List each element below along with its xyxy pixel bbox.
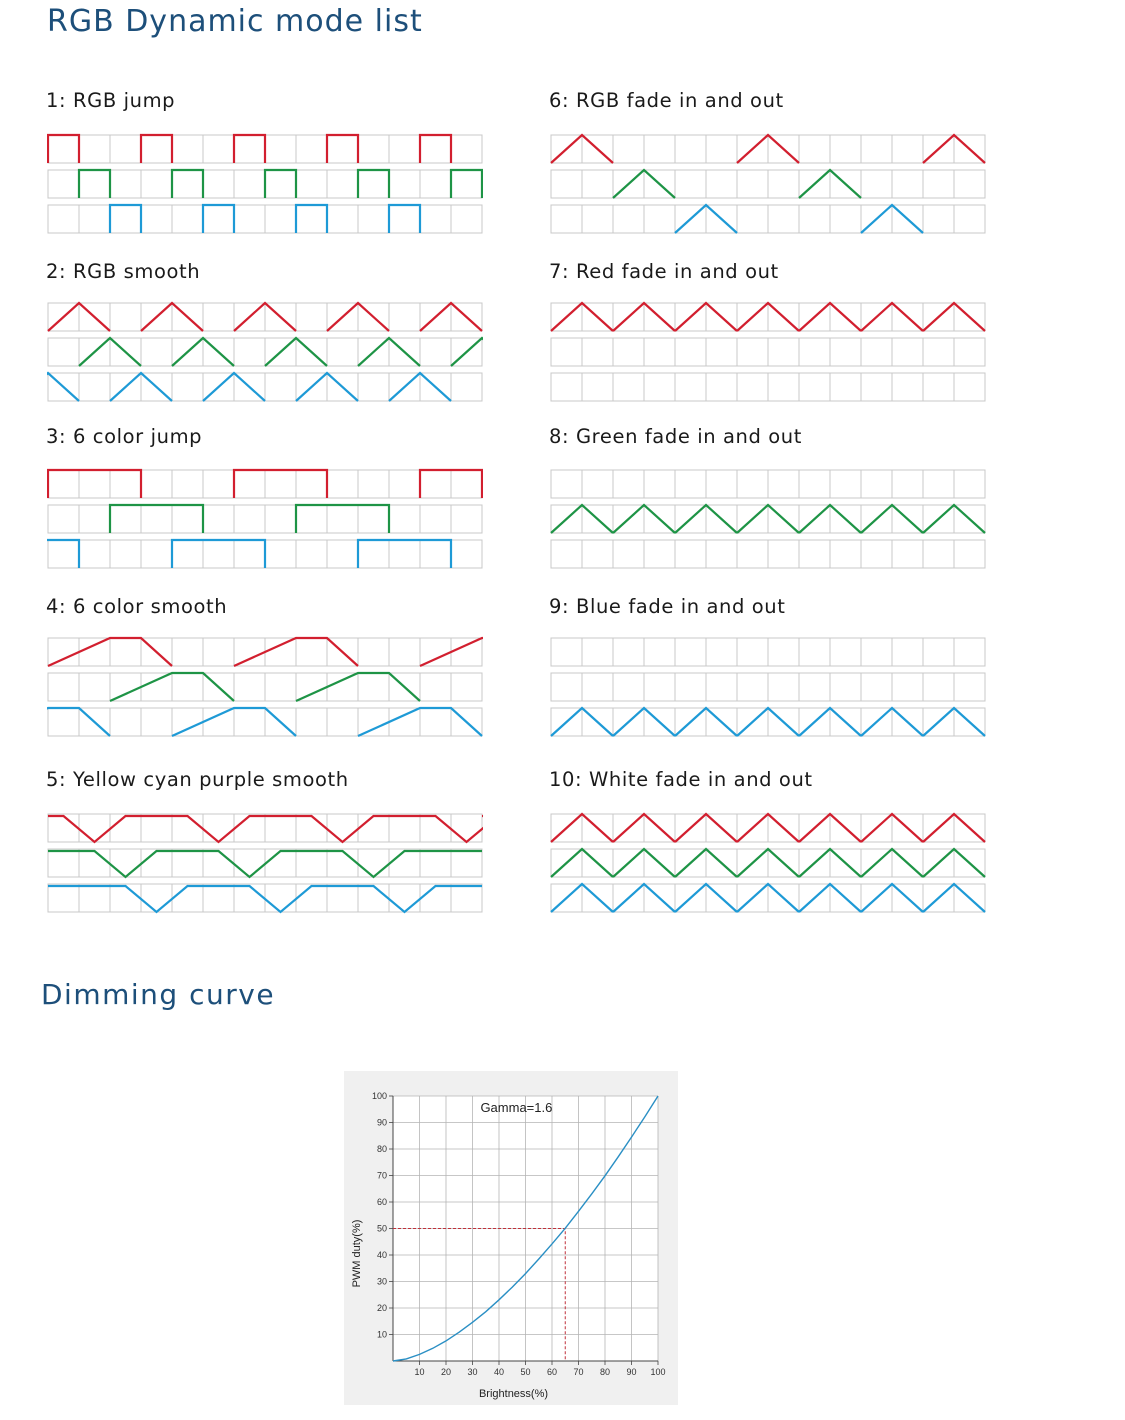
blue-wave-segment: [203, 205, 234, 233]
red-wave-segment: [48, 816, 498, 842]
x-tick-label: 20: [440, 1367, 452, 1377]
red-channel-row: [48, 135, 482, 163]
x-tick-label: 10: [414, 1367, 425, 1377]
green-wave-segment: [172, 170, 203, 198]
y-tick-label: 100: [371, 1091, 387, 1101]
page-title: RGB Dynamic mode list: [47, 4, 423, 39]
y-tick-label: 40: [376, 1250, 387, 1260]
green-channel-row: [48, 338, 513, 366]
y-tick-label: 60: [376, 1197, 387, 1207]
blue-channel-row: [0, 708, 482, 736]
blue-channel-row: [48, 884, 482, 912]
blue-channel-row: [17, 540, 482, 568]
red-channel-row: [48, 638, 544, 666]
mode-title: 5: Yellow cyan purple smooth: [46, 768, 349, 791]
red-channel-row: [48, 814, 498, 842]
mode-7: [549, 260, 985, 401]
y-tick-label: 10: [376, 1329, 387, 1340]
dimming-curve-title: Dimming curve: [41, 978, 276, 1011]
green-wave-segment: [451, 170, 482, 198]
x-tick-label: 30: [467, 1367, 478, 1377]
x-tick-label: 80: [599, 1367, 611, 1377]
mode-2: [17, 260, 513, 401]
blue-channel-row: [48, 205, 482, 233]
green-wave-segment: [265, 170, 296, 198]
red-wave-segment: [420, 135, 451, 163]
blue-channel-row: [551, 205, 985, 233]
green-channel-row: [551, 505, 985, 533]
y-tick-label: 80: [376, 1144, 387, 1154]
y-tick-label: 30: [376, 1276, 387, 1287]
mode-title: 3: 6 color jump: [46, 425, 203, 448]
red-wave-segment: [141, 135, 172, 163]
blue-channel-row: [17, 373, 482, 401]
red-channel-row: [48, 303, 482, 331]
red-channel-row: [551, 135, 985, 163]
green-channel-row: [551, 170, 985, 198]
green-channel-row: [48, 673, 482, 701]
red-wave-segment: [48, 470, 141, 498]
x-tick-label: 90: [626, 1367, 637, 1377]
y-tick-label: 20: [376, 1303, 387, 1313]
mode-5: [46, 768, 498, 912]
blue-channel-row: [551, 373, 985, 401]
mode-title: 9: Blue fade in and out: [549, 595, 786, 618]
y-tick-label: 90: [376, 1117, 387, 1128]
red-channel-row: [551, 638, 985, 666]
y-tick-label: 50: [376, 1223, 387, 1234]
x-tick-label: 50: [520, 1367, 531, 1377]
x-tick-label: 40: [493, 1367, 505, 1377]
gamma-annotation: Gamma=1.6: [480, 1099, 553, 1115]
red-channel-row: [551, 814, 985, 842]
red-channel-row: [551, 470, 985, 498]
red-channel-row: [48, 470, 482, 498]
blue-wave-segment: [358, 540, 451, 568]
x-tick-label: 60: [546, 1367, 558, 1377]
green-channel-row: [551, 849, 985, 877]
mode-title: 2: RGB smooth: [46, 260, 201, 283]
red-wave-segment: [48, 135, 79, 163]
green-channel-row: [551, 338, 985, 366]
blue-channel-row: [551, 708, 985, 736]
y-tick-label: 70: [376, 1170, 387, 1181]
blue-channel-row: [551, 540, 985, 568]
mode-title: 1: RGB jump: [46, 89, 176, 112]
green-channel-row: [551, 673, 985, 701]
red-wave-segment: [234, 470, 327, 498]
dimming-chart: [344, 1071, 678, 1405]
y-axis-label: PWM duty(%): [351, 1219, 363, 1288]
green-channel-row: [48, 170, 482, 198]
x-tick-label: 70: [573, 1367, 584, 1377]
red-wave-segment: [234, 135, 265, 163]
mode-8: [549, 425, 985, 568]
mode-title: 8: Green fade in and out: [549, 425, 803, 448]
blue-wave-segment: [296, 205, 327, 233]
mode-title: 4: 6 color smooth: [46, 595, 228, 618]
mode-3: [17, 425, 482, 568]
mode-title: 10: White fade in and out: [549, 768, 813, 791]
mode-9: [549, 595, 985, 736]
green-channel-row: [48, 505, 482, 533]
dimming-chart-svg: [344, 1071, 678, 1405]
x-tick-label: 100: [650, 1367, 666, 1377]
blue-wave-segment: [389, 205, 420, 233]
blue-wave-segment: [172, 540, 265, 568]
red-wave-segment: [327, 135, 358, 163]
green-wave-segment: [358, 170, 389, 198]
mode-title: 6: RGB fade in and out: [549, 89, 784, 112]
mode-10: [549, 768, 985, 912]
red-channel-row: [551, 303, 985, 331]
blue-channel-row: [551, 884, 985, 912]
blue-wave-segment: [0, 708, 110, 736]
x-axis-label: Brightness(%): [478, 1388, 549, 1400]
mode-6: [549, 89, 985, 233]
green-wave-segment: [296, 505, 389, 533]
mode-4: [0, 595, 544, 736]
green-wave-segment: [110, 505, 203, 533]
mode-1: [46, 89, 482, 233]
blue-wave-segment: [110, 205, 141, 233]
green-wave-segment: [79, 170, 110, 198]
green-channel-row: [48, 849, 482, 877]
mode-title: 7: Red fade in and out: [549, 260, 779, 283]
